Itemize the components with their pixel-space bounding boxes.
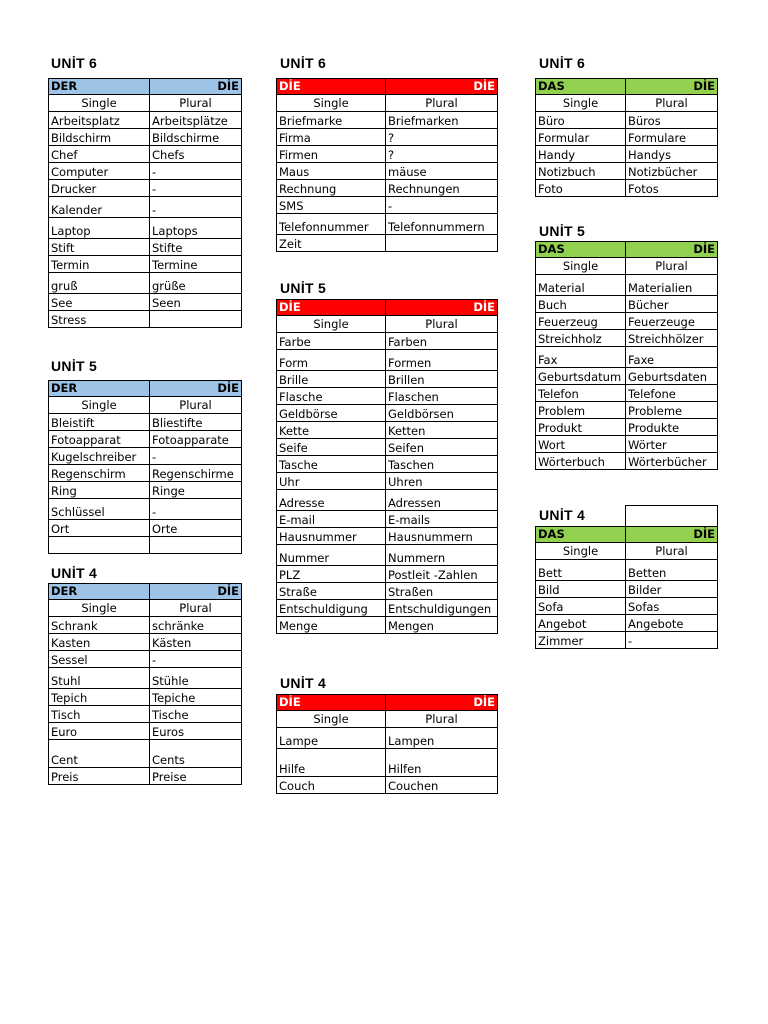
table-row — [277, 235, 498, 252]
plural-cell: - — [150, 499, 242, 520]
single-cell: Farbe — [277, 333, 386, 350]
single-cell: Firma — [277, 129, 386, 146]
unit-title: UNİT 4 — [539, 507, 586, 523]
table-row — [49, 273, 242, 294]
plural-cell: Notizbücher — [626, 163, 718, 180]
plural-cell: Stühle — [150, 668, 242, 689]
plural-cell: Seifen — [386, 439, 498, 456]
table-row — [277, 197, 498, 214]
plural-cell: Faxe — [626, 347, 718, 368]
vocab-table-die-unit4 — [276, 694, 498, 794]
single-cell: Firmen — [277, 146, 386, 163]
plural-cell: Feuerzeuge — [626, 313, 718, 330]
table-row — [277, 566, 498, 583]
table-row — [536, 615, 718, 632]
plural-cell: - — [150, 197, 242, 218]
plural-cell: Geldbörsen — [386, 405, 498, 422]
plural-cell: - — [150, 163, 242, 180]
single-cell: Adresse — [277, 490, 386, 511]
single-cell: Fotoapparat — [49, 431, 150, 448]
table-row — [49, 112, 242, 129]
table-row — [277, 728, 498, 749]
table-row — [49, 163, 242, 180]
single-cell: Termin — [49, 256, 150, 273]
single-cell: Sessel — [49, 651, 150, 668]
single-cell: Kalender — [49, 197, 150, 218]
article-label: DİE — [277, 300, 386, 316]
single-header: Single — [536, 95, 626, 112]
plural-cell: Straßen — [386, 583, 498, 600]
single-cell: Form — [277, 350, 386, 371]
single-cell: Geburtsdatum — [536, 368, 626, 385]
table-row — [277, 528, 498, 545]
plural-cell: Euros — [150, 723, 242, 740]
plural-cell: Stifte — [150, 239, 242, 256]
plural-cell: Materialien — [626, 275, 718, 296]
plural-article-label: DİE — [150, 79, 242, 95]
table-row — [536, 313, 718, 330]
single-cell: E-mail — [277, 511, 386, 528]
single-cell: Handy — [536, 146, 626, 163]
plural-cell: Produkte — [626, 419, 718, 436]
single-cell: Geldbörse — [277, 405, 386, 422]
single-cell: PLZ — [277, 566, 386, 583]
plural-cell: Probleme — [626, 402, 718, 419]
table-row — [536, 368, 718, 385]
single-cell: Buch — [536, 296, 626, 313]
single-cell: Sofa — [536, 598, 626, 615]
single-cell: Ort — [49, 520, 150, 537]
plural-article-label: DİE — [626, 79, 718, 95]
single-cell: Bild — [536, 581, 626, 598]
table-row — [536, 129, 718, 146]
single-cell: Tisch — [49, 706, 150, 723]
single-cell: Wort — [536, 436, 626, 453]
table-row — [536, 146, 718, 163]
table-row — [277, 749, 498, 777]
table-header — [49, 381, 242, 397]
plural-cell: Entschuldigungen — [386, 600, 498, 617]
table-row — [49, 239, 242, 256]
plural-cell: mäuse — [386, 163, 498, 180]
single-cell: Regenschirm — [49, 465, 150, 482]
single-cell: Wörterbuch — [536, 453, 626, 470]
table-row — [49, 218, 242, 239]
plural-cell: Angebote — [626, 615, 718, 632]
plural-cell: Couchen — [386, 777, 498, 794]
table-row — [536, 112, 718, 129]
table-row — [277, 350, 498, 371]
unit-title: UNİT 5 — [280, 280, 327, 296]
table-row — [277, 600, 498, 617]
table-row — [277, 112, 498, 129]
article-label: DER — [49, 79, 150, 95]
single-cell: Entschuldigung — [277, 600, 386, 617]
table-header — [49, 79, 242, 95]
table-row — [277, 333, 498, 350]
table-row — [49, 706, 242, 723]
plural-cell: Handys — [626, 146, 718, 163]
single-cell: Feuerzeug — [536, 313, 626, 330]
single-cell: Lampe — [277, 728, 386, 749]
single-cell: Tasche — [277, 456, 386, 473]
single-cell: Formular — [536, 129, 626, 146]
table-row — [277, 214, 498, 235]
table-row — [49, 311, 242, 328]
table-header — [536, 79, 718, 95]
plural-cell: Geburtsdaten — [626, 368, 718, 385]
single-cell: Menge — [277, 617, 386, 634]
single-cell: Stift — [49, 239, 150, 256]
plural-header: Plural — [386, 316, 498, 333]
table-row — [49, 465, 242, 482]
plural-cell: Büros — [626, 112, 718, 129]
plural-cell: Bildschirme — [150, 129, 242, 146]
plural-cell: Postleit -Zahlen — [386, 566, 498, 583]
table-row — [536, 402, 718, 419]
table-row — [49, 634, 242, 651]
single-cell: Foto — [536, 180, 626, 197]
plural-cell: Cents — [150, 740, 242, 768]
single-cell: Chef — [49, 146, 150, 163]
plural-article-label: DİE — [150, 584, 242, 600]
vocab-table-das-unit4 — [535, 526, 718, 649]
table-row — [536, 163, 718, 180]
single-cell: gruß — [49, 273, 150, 294]
single-cell: Laptop — [49, 218, 150, 239]
single-cell: Produkt — [536, 419, 626, 436]
plural-article-label: DİE — [626, 527, 718, 543]
table-row — [536, 560, 718, 581]
plural-cell: Preise — [150, 768, 242, 785]
single-cell: Flasche — [277, 388, 386, 405]
plural-cell: Farben — [386, 333, 498, 350]
table-row — [49, 537, 242, 554]
single-cell: Tepich — [49, 689, 150, 706]
plural-header: Plural — [150, 600, 242, 617]
single-header: Single — [277, 95, 386, 112]
plural-cell: Seen — [150, 294, 242, 311]
plural-cell: Betten — [626, 560, 718, 581]
plural-cell: Arbeitsplätze — [150, 112, 242, 129]
empty-header-cell — [625, 505, 718, 527]
table-row — [277, 388, 498, 405]
plural-cell: Brillen — [386, 371, 498, 388]
table-row — [536, 581, 718, 598]
single-cell: Preis — [49, 768, 150, 785]
table-row — [49, 651, 242, 668]
single-cell: Nummer — [277, 545, 386, 566]
plural-cell: Bücher — [626, 296, 718, 313]
single-cell: Streichholz — [536, 330, 626, 347]
single-cell: Bleistift — [49, 414, 150, 431]
plural-article-label: DİE — [386, 695, 498, 711]
plural-cell: Mengen — [386, 617, 498, 634]
plural-cell: Hausnummern — [386, 528, 498, 545]
single-header: Single — [277, 711, 386, 728]
table-header — [536, 242, 718, 258]
table-row — [277, 617, 498, 634]
table-row — [277, 422, 498, 439]
table-row — [536, 453, 718, 470]
single-cell: Stuhl — [49, 668, 150, 689]
table-header — [277, 695, 498, 711]
plural-cell: - — [150, 651, 242, 668]
single-cell: Arbeitsplatz — [49, 112, 150, 129]
table-row — [49, 723, 242, 740]
table-row — [277, 511, 498, 528]
plural-cell: Bliestifte — [150, 414, 242, 431]
single-cell: Couch — [277, 777, 386, 794]
plural-cell: Chefs — [150, 146, 242, 163]
plural-header: Plural — [150, 397, 242, 414]
single-cell: Euro — [49, 723, 150, 740]
single-cell: Hilfe — [277, 749, 386, 777]
plural-cell: Adressen — [386, 490, 498, 511]
plural-cell: Regenschirme — [150, 465, 242, 482]
table-row — [536, 419, 718, 436]
single-cell: Briefmarke — [277, 112, 386, 129]
single-cell: Kasten — [49, 634, 150, 651]
single-cell: Notizbuch — [536, 163, 626, 180]
vocab-table-die-unit5 — [276, 299, 498, 634]
table-row — [536, 632, 718, 649]
table-row — [277, 583, 498, 600]
single-header: Single — [49, 600, 150, 617]
table-row — [49, 482, 242, 499]
plural-cell: Telefone — [626, 385, 718, 402]
plural-cell: - — [626, 632, 718, 649]
article-label: DAS — [536, 242, 626, 258]
plural-cell: grüße — [150, 273, 242, 294]
plural-cell — [386, 235, 498, 252]
table-row — [277, 545, 498, 566]
plural-article-label: DİE — [386, 79, 498, 95]
article-label: DER — [49, 381, 150, 397]
article-label: DER — [49, 584, 150, 600]
single-cell: Zeit — [277, 235, 386, 252]
plural-cell: Termine — [150, 256, 242, 273]
plural-cell: ? — [386, 129, 498, 146]
single-cell: Brille — [277, 371, 386, 388]
table-row — [49, 129, 242, 146]
single-cell: Bett — [536, 560, 626, 581]
plural-cell: Kästen — [150, 634, 242, 651]
plural-cell: schränke — [150, 617, 242, 634]
single-cell: Ring — [49, 482, 150, 499]
plural-cell: Formulare — [626, 129, 718, 146]
single-cell: Schrank — [49, 617, 150, 634]
single-cell: Stress — [49, 311, 150, 328]
plural-cell: Tische — [150, 706, 242, 723]
unit-title: UNİT 5 — [539, 223, 586, 239]
single-cell: Hausnummer — [277, 528, 386, 545]
single-cell: Seife — [277, 439, 386, 456]
plural-cell: Flaschen — [386, 388, 498, 405]
plural-cell: Bilder — [626, 581, 718, 598]
table-row — [277, 777, 498, 794]
table-row — [536, 436, 718, 453]
vocab-table-die-unit6 — [276, 78, 498, 252]
single-cell: Angebot — [536, 615, 626, 632]
table-row — [49, 256, 242, 273]
table-row — [536, 296, 718, 313]
table-row — [277, 371, 498, 388]
single-cell: Kugelschreiber — [49, 448, 150, 465]
plural-cell: - — [386, 197, 498, 214]
article-label: DAS — [536, 79, 626, 95]
plural-cell: Rechnungen — [386, 180, 498, 197]
vocab-table-der-unit4 — [48, 583, 242, 785]
table-row — [49, 448, 242, 465]
single-cell: Zimmer — [536, 632, 626, 649]
table-row — [536, 180, 718, 197]
single-cell: Fax — [536, 347, 626, 368]
single-cell: Maus — [277, 163, 386, 180]
plural-cell: Fotos — [626, 180, 718, 197]
plural-cell: Ketten — [386, 422, 498, 439]
table-row — [536, 598, 718, 615]
table-row — [49, 146, 242, 163]
single-cell: Bildschirm — [49, 129, 150, 146]
single-cell: Cent — [49, 740, 150, 768]
table-row — [536, 330, 718, 347]
plural-cell: - — [150, 180, 242, 197]
plural-article-label: DİE — [626, 242, 718, 258]
single-cell: Telefon — [536, 385, 626, 402]
single-header: Single — [277, 316, 386, 333]
plural-header: Plural — [150, 95, 242, 112]
single-cell: Schlüssel — [49, 499, 150, 520]
table-row — [49, 499, 242, 520]
plural-cell: Tepiche — [150, 689, 242, 706]
vocab-table-das-unit6 — [535, 78, 718, 197]
unit-title: UNİT 4 — [280, 675, 327, 691]
plural-cell: Taschen — [386, 456, 498, 473]
single-cell: Straße — [277, 583, 386, 600]
article-label: DAS — [536, 527, 626, 543]
single-cell: SMS — [277, 197, 386, 214]
plural-cell: Nummern — [386, 545, 498, 566]
vocab-table-das-unit5 — [535, 241, 718, 470]
single-cell: Büro — [536, 112, 626, 129]
plural-cell: Hilfen — [386, 749, 498, 777]
single-cell: Drucker — [49, 180, 150, 197]
single-cell — [49, 537, 150, 554]
table-row — [277, 490, 498, 511]
plural-cell: Fotoapparate — [150, 431, 242, 448]
table-row — [49, 180, 242, 197]
vocab-table-der-unit6 — [48, 78, 242, 328]
single-cell: Rechnung — [277, 180, 386, 197]
single-header: Single — [49, 397, 150, 414]
table-row — [277, 163, 498, 180]
plural-cell: Streichhölzer — [626, 330, 718, 347]
plural-cell — [150, 311, 242, 328]
table-row — [277, 180, 498, 197]
table-row — [277, 439, 498, 456]
table-row — [49, 197, 242, 218]
plural-cell: - — [150, 448, 242, 465]
table-row — [49, 414, 242, 431]
single-cell: Uhr — [277, 473, 386, 490]
table-row — [277, 405, 498, 422]
table-row — [277, 456, 498, 473]
single-cell: See — [49, 294, 150, 311]
plural-cell: Briefmarken — [386, 112, 498, 129]
article-label: DİE — [277, 79, 386, 95]
single-cell: Problem — [536, 402, 626, 419]
plural-article-label: DİE — [150, 381, 242, 397]
table-row — [49, 768, 242, 785]
table-row — [536, 275, 718, 296]
plural-cell: Uhren — [386, 473, 498, 490]
single-cell: Telefonnummer — [277, 214, 386, 235]
table-row — [277, 129, 498, 146]
plural-cell: Wörterbücher — [626, 453, 718, 470]
plural-cell: Orte — [150, 520, 242, 537]
unit-title: UNİT 6 — [51, 55, 98, 71]
plural-cell: Telefonnummern — [386, 214, 498, 235]
single-header: Single — [536, 258, 626, 275]
plural-cell: ? — [386, 146, 498, 163]
single-cell: Computer — [49, 163, 150, 180]
plural-cell: Ringe — [150, 482, 242, 499]
plural-article-label: DİE — [386, 300, 498, 316]
plural-header: Plural — [386, 95, 498, 112]
plural-cell: E-mails — [386, 511, 498, 528]
table-row — [49, 740, 242, 768]
table-row — [49, 520, 242, 537]
unit-title: UNİT 4 — [51, 565, 98, 581]
table-row — [49, 689, 242, 706]
table-row — [277, 473, 498, 490]
plural-header: Plural — [626, 543, 718, 560]
plural-cell: Lampen — [386, 728, 498, 749]
table-header — [49, 584, 242, 600]
table-header — [536, 527, 718, 543]
single-cell: Kette — [277, 422, 386, 439]
plural-header: Plural — [626, 258, 718, 275]
table-row — [49, 294, 242, 311]
plural-header: Plural — [386, 711, 498, 728]
table-row — [49, 431, 242, 448]
table-header — [277, 79, 498, 95]
plural-cell: Wörter — [626, 436, 718, 453]
plural-cell — [150, 537, 242, 554]
single-header: Single — [49, 95, 150, 112]
vocab-table-der-unit5 — [48, 380, 242, 554]
table-row — [49, 668, 242, 689]
unit-title: UNİT 6 — [280, 55, 327, 71]
table-row — [536, 385, 718, 402]
table-header — [277, 300, 498, 316]
article-label: DİE — [277, 695, 386, 711]
table-row — [49, 617, 242, 634]
plural-cell: Laptops — [150, 218, 242, 239]
single-header: Single — [536, 543, 626, 560]
single-cell: Material — [536, 275, 626, 296]
plural-header: Plural — [626, 95, 718, 112]
unit-title: UNİT 6 — [539, 55, 586, 71]
plural-cell: Formen — [386, 350, 498, 371]
plural-cell: Sofas — [626, 598, 718, 615]
table-row — [277, 146, 498, 163]
unit-title: UNİT 5 — [51, 358, 98, 374]
table-row — [536, 347, 718, 368]
